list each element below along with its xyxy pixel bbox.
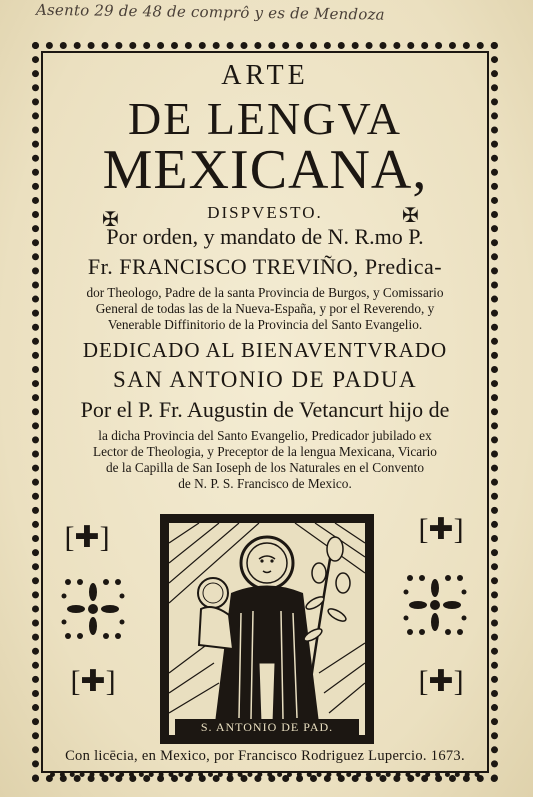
line-capilla: de la Capilla de San Ioseph de los Naturales en el Convento xyxy=(106,460,424,475)
woodcut-saint-anthony xyxy=(160,514,374,744)
woodcut-caption: S. ANTONIO DE PAD. xyxy=(200,720,334,734)
bracket-cross-icon: [✚] xyxy=(418,665,464,698)
line-san-antonio: SAN ANTONIO DE PADUA xyxy=(112,367,418,392)
bracket-cross-icon: [✚] xyxy=(70,665,116,698)
floral-ornament-icon xyxy=(400,570,470,640)
bottom-ornament-rule xyxy=(50,772,480,783)
line-convento-np: de N. P. S. Francisco de Mexico. xyxy=(178,476,352,491)
line-dicha-provincia: la dicha Provincia del Santo Evangelio, Predicador jubilado ex xyxy=(98,428,432,443)
line-general: General de todas las de la Nueva-España, y por el Reverendo, y xyxy=(95,301,435,316)
line-francisco-trevino: Fr. FRANCISCO TREVIÑO, Predica- xyxy=(87,254,443,279)
line-venerable: Venerable Diffinitorio de la Provincia del Santo Evangelio. xyxy=(107,317,423,332)
title-arte: ARTE xyxy=(221,60,309,91)
cross-left-icon: ✠ xyxy=(102,209,119,231)
line-dedicado: DEDICADO AL BIENAVENTVRADO xyxy=(82,338,448,362)
title-de-lengua: DE LENGVA xyxy=(128,93,402,144)
bracket-cross-icon: [✚] xyxy=(418,513,464,546)
floral-ornament-icon xyxy=(58,574,128,644)
subtitle-dispuesto: DISPVESTO. xyxy=(207,203,323,222)
handwritten-annotation: Asento 29 de 48 de comprô y es de Mendoza xyxy=(35,0,385,24)
imprint-footer: Con licēcia, en Mexico, por Francisco Rodriguez Lupercio. 1673. xyxy=(65,748,465,764)
line-dor-theologo: dor Theologo, Padre de la santa Provincia de Burgos, y Comissario xyxy=(86,285,444,300)
line-por-orden: Por orden, y mandato de N. R.mo P. xyxy=(106,224,424,249)
woodcut-image xyxy=(169,523,365,735)
line-por-el-author: Por el P. Fr. Augustin de Vetancurt hijo de xyxy=(80,397,450,422)
line-lector: Lector de Theologia, y Preceptor de la lengua Mexicana, Vicario xyxy=(93,444,437,459)
saint-anthony-illustration xyxy=(169,523,365,735)
cross-right-icon: ✠ xyxy=(402,205,419,227)
bracket-cross-icon: [✚] xyxy=(64,521,110,554)
title-mexicana: MEXICANA, xyxy=(102,139,428,201)
